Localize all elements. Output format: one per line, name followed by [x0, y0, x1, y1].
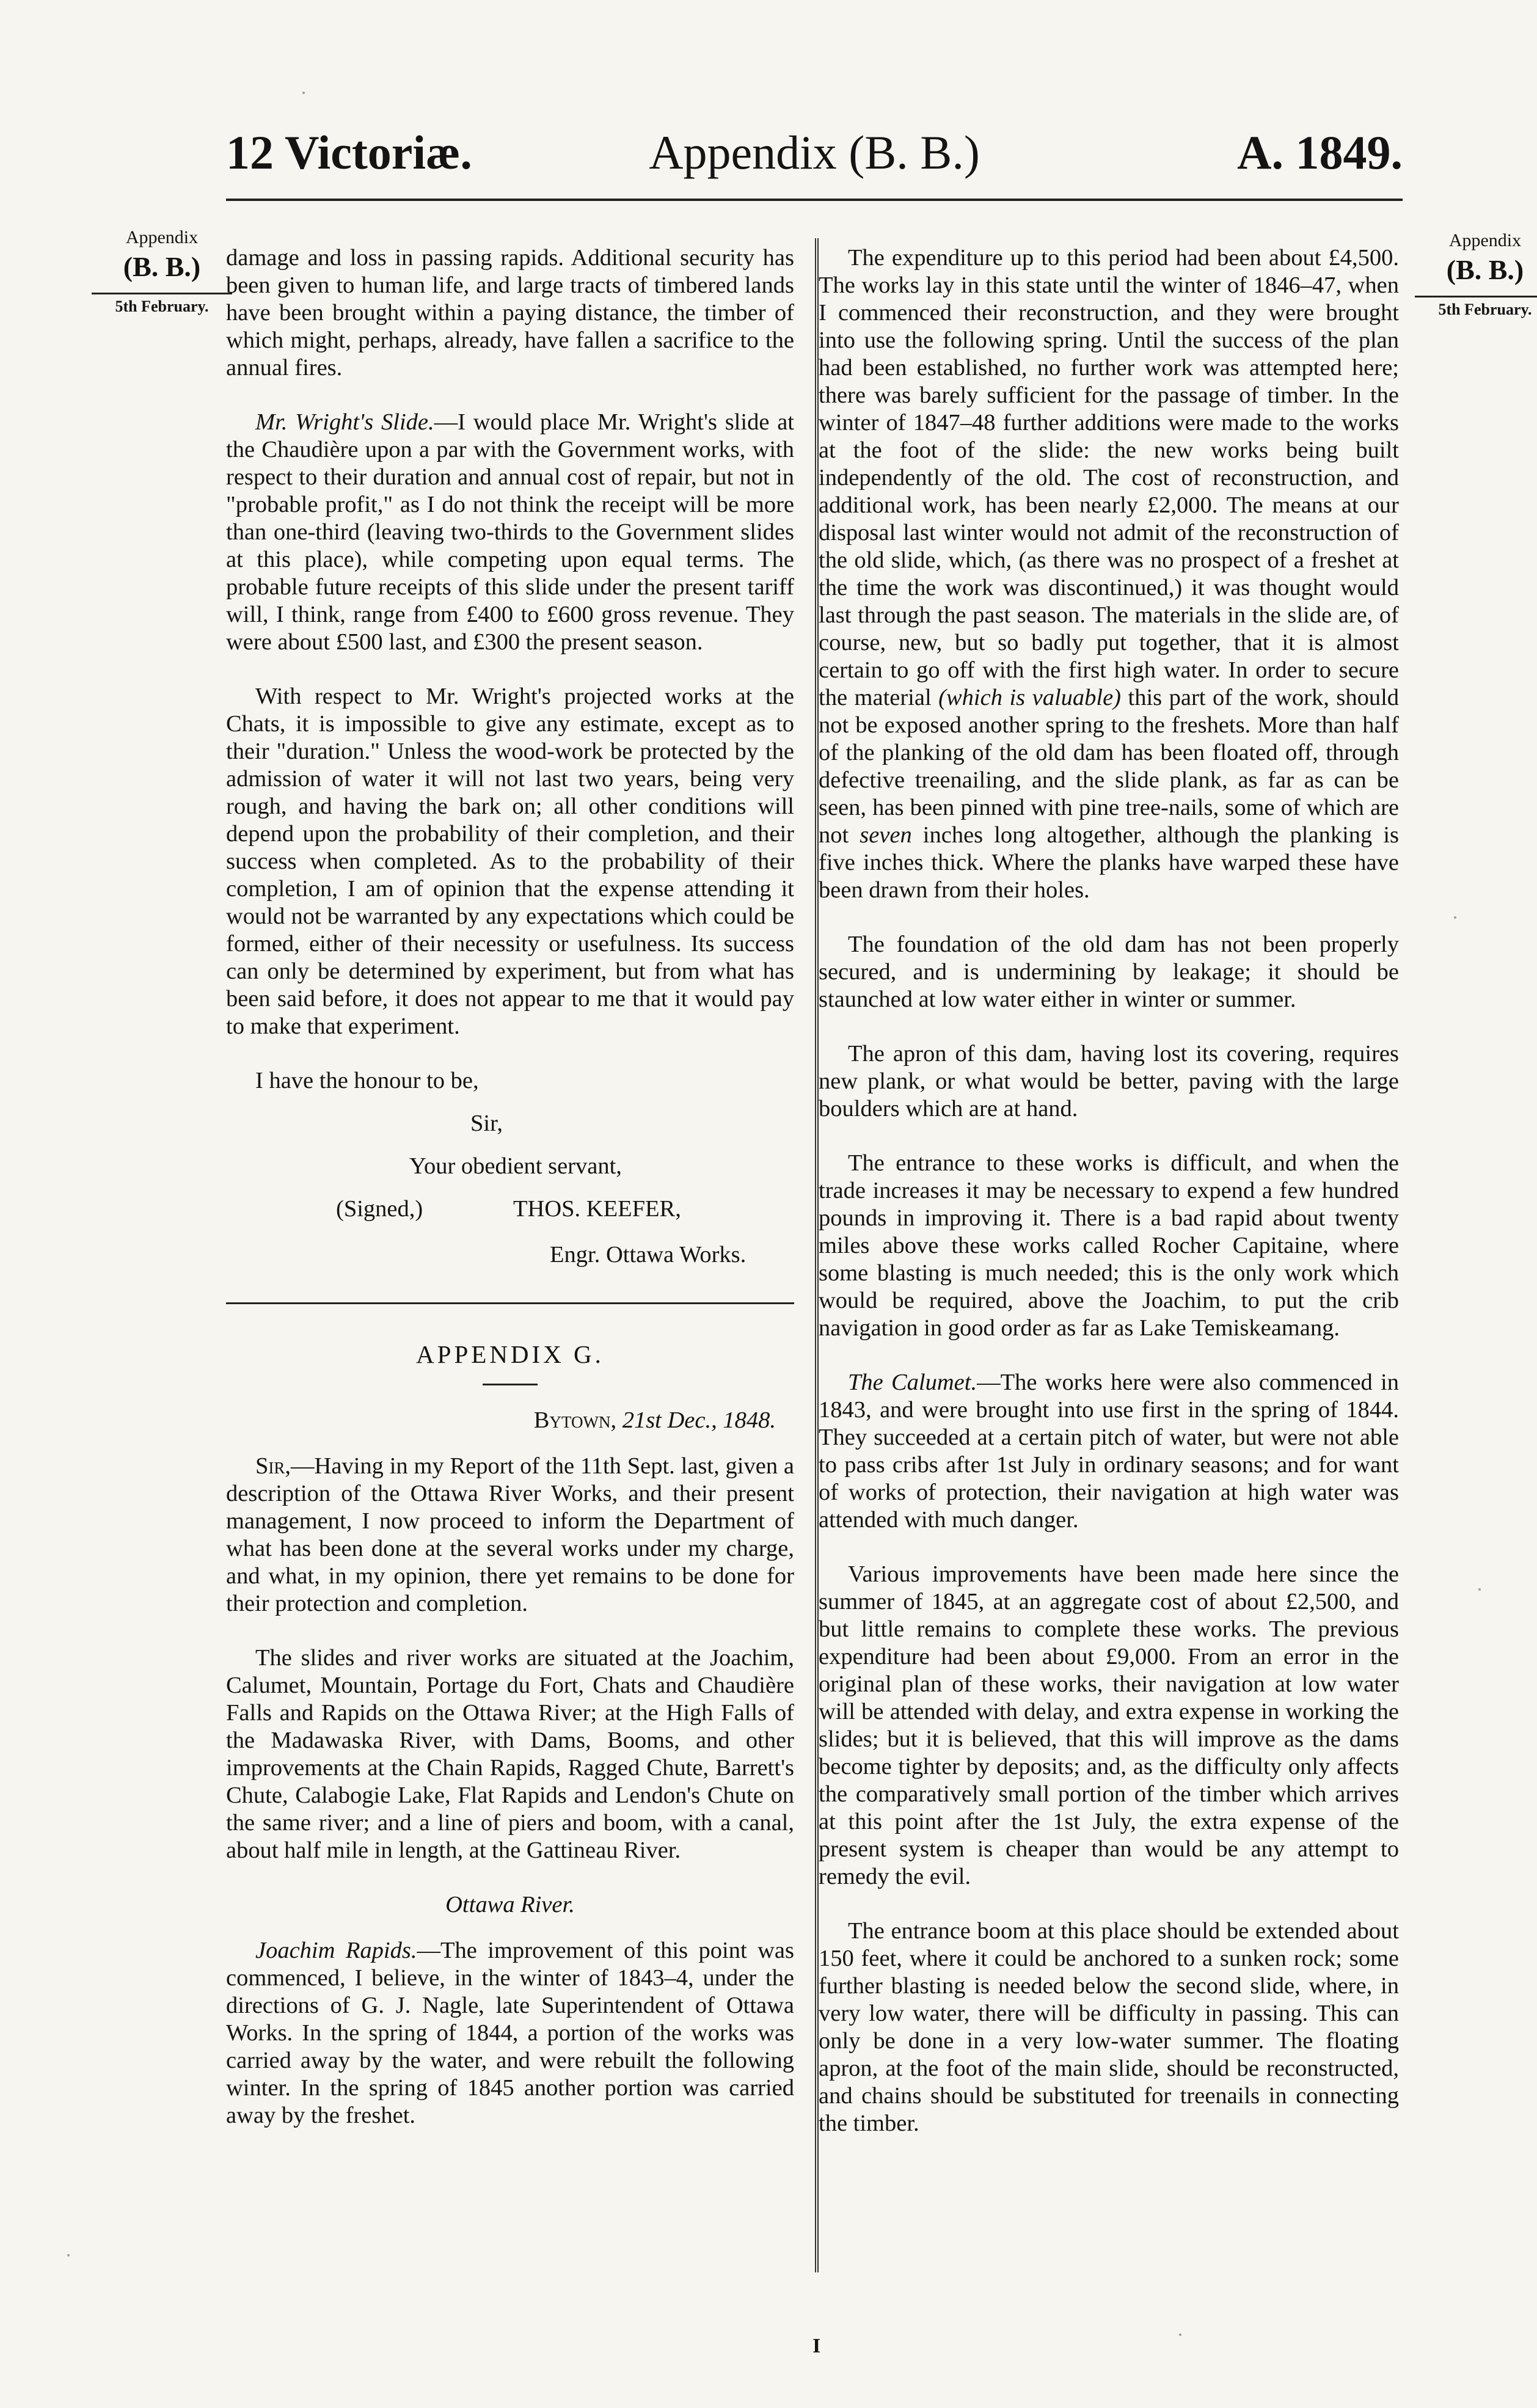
- chats-paragraph: With respect to Mr. Wright's projected works at the Chats, it is impossible to give any estimate, except as to their "duration." Unless the wood-work be protected by the admission of water it will not last two years, being very rough, and having the bark on; all other conditions will depend upon the probability of their completion, and their success when completed. As to the probability of their completion, I am of opinion that the expense attending it would not be warranted by any expectations which could be formed, either of their necessity or usefulness. Its success can only be determined by experiment, but from what has been said before, it does not appear to me that it would pay to make that experiment.: [226, 684, 794, 1039]
- joachim-title: Joachim Rapids.: [255, 1938, 417, 1963]
- dateline-place: Bytown,: [533, 1407, 617, 1433]
- wright-slide-body: —I would place Mr. Wright's slide at the Chaudière upon a par with the Government works, with respect to their duration and annual cost of repair, but not in "probable profit," as I do not think the receipt will be more than one-third (leaving two-thirds to the Government slides at this place), while competing upon equal terms. The probable future receipts of this slide under the present tariff will, I think, range from £400 to £600 gross revenue. They were about £500 last, and £300 the present season.: [226, 409, 794, 655]
- margin-label: Appendix: [1448, 230, 1522, 250]
- speckle-dot: [1179, 2333, 1181, 2336]
- letter-paragraph-1: [226, 1453, 794, 1618]
- apron-paragraph: The apron of this dam, having lost its covering, requires new plank, or what would be better, paving with the large boulders which are at hand.: [819, 1041, 1399, 1122]
- salutation-line: Sir,: [470, 1111, 503, 1136]
- dateline-date: 21st Dec., 1848.: [622, 1407, 776, 1433]
- header-rule: [226, 199, 1403, 201]
- header-year: A. 1849.: [1237, 126, 1403, 179]
- margin-date: 5th February.: [1415, 296, 1537, 320]
- valediction-line: Your obedient servant,: [409, 1153, 622, 1179]
- calumet-paragraph: [819, 1369, 1399, 1534]
- expenditure-paragraph: [819, 244, 1399, 904]
- letter-paragraph-1-body: —Having in my Report of the 11th Sept. last, given a description of the Ottawa River Works, and their present management, I now proceed to inform the Department of what has been done at the several works under my charge, and what, in my opinion, there yet remains to be done for their protection and completion.: [226, 1453, 794, 1616]
- seven-word: seven: [860, 822, 912, 848]
- signature-block: [226, 1067, 794, 1269]
- appendix-title: APPENDIX G.: [416, 1340, 604, 1368]
- entrance-paragraph: The entrance to these works is difficult, and when the trade increases it may be necessary to expend a few hundred pounds in improving it. There is a bad rapid about twenty miles above these works called Rocher Capitaine, where some blasting is much needed; this is the only work which would be required, above the Joachim, to put the crib navigation in good order as far as Lake Temiskeamang.: [819, 1150, 1399, 1341]
- foundation-paragraph: The foundation of the old dam has not been properly secured, and is undermining by leakage; it should be staunched at low water either in winter or summer.: [819, 932, 1399, 1012]
- improvements-paragraph: Various improvements have been made here since the summer of 1845, at an aggregate cost of about £2,500, and but little remains to complete these works. The previous expenditure had been about £9,000. From an error in the original plan of these works, their navigation at low water will be attended with delay, and extra expense in working the slides; but it is believed, that this will improve as the dams become tighter by deposits; and, as the difficulty only affects the comparatively small portion of the timber which arrives at this point after the 1st July, the extra expense of the present system is cheaper than would be any attempt to remedy the evil.: [819, 1561, 1399, 1889]
- expenditure-text-cont: this part of the work, should not be exposed another spring to the freshets. More than half of the planking of the old dam has been floated off, through defective treenailing, and the slide plank, as far as can be seen, has been pinned with pine tree-nails, some of which are not: [819, 685, 1400, 848]
- expenditure-text: The expenditure up to this period had been about £4,500. The works lay in this state until the winter of 1846–47, when I commenced their reconstruction, and they were brought into use the following spring. Until the success of the plan had been established, no further work was attempted here; there was barely sufficient for the passage of timber. In the winter of 1847–48 further additions were made to the works at the foot of the slide: the new works being built independently of the old. The cost of reconstruction, and additional work, has been nearly £2,000. The means at our disposal last winter would not admit of the reconstruction of the old slide, which, (as there was no prospect of a freshet at the time the work was discontinued,) it was thought would last through the past season. The materials in the slide are, of course, new, but so badly put together, that it is almost certain to go off with the first high water. In order to secure the material: [819, 245, 1399, 710]
- margin-date: 5th February.: [92, 293, 232, 317]
- right-column: [819, 244, 1399, 2164]
- wright-slide-paragraph: [226, 409, 794, 656]
- ottawa-river-subhead: Ottawa River.: [445, 1892, 575, 1917]
- calumet-title: The Calumet.: [848, 1370, 977, 1395]
- speckle-dot: [1478, 1588, 1481, 1591]
- calumet-body: —The works here were also commenced in 1843, and were brought into use first in the spring of 1844. They succeeded at a certain pitch of water, but were not able to pass cribs after 1st July in ordinary seasons; and for want of works of protection, their navigation at high water was attended with much danger.: [819, 1370, 1399, 1533]
- running-header: [226, 125, 1403, 180]
- right-margin-note: [1415, 229, 1537, 320]
- header-appendix: Appendix (B. B.): [649, 126, 980, 179]
- title-rule: [483, 1384, 538, 1385]
- joachim-paragraph: [226, 1937, 794, 2129]
- left-column: [226, 244, 794, 2156]
- continuation-paragraph: damage and loss in passing rapids. Additional security has been given to human life, and large tracts of timbered lands have been brought within a paying distance, the timber of which might, perhaps, already, have fallen a sacrifice to the annual fires.: [226, 245, 794, 381]
- dateline: [226, 1407, 794, 1434]
- expenditure-text-end: inches long altogether, although the planking is five inches thick. Where the planks have warped these have been drawn from their holes.: [819, 822, 1400, 903]
- closing-line: I have the honour to be,: [255, 1068, 479, 1093]
- sir-word: Sir,: [255, 1453, 291, 1479]
- left-margin-note: [92, 226, 232, 317]
- joachim-body: —The improvement of this point was commenced, I believe, in the winter of 1843–4, under the directions of G. J. Nagle, late Superintendent of Ottawa Works. In the spring of 1844, a portion of the works was carried away by the water, and were rebuilt the following winter. In the spring of 1845 another portion was carried away by the freshet.: [226, 1938, 795, 2128]
- speckle-dot: [302, 92, 305, 94]
- signer-title: Engr. Ottawa Works.: [550, 1242, 747, 1268]
- page-number: I: [812, 2335, 821, 2357]
- speckle-dot: [1454, 916, 1456, 919]
- boom-paragraph: The entrance boom at this place should be extended about 150 feet, where it could be anchored to a sunken rock; some further blasting is needed below the second slide, where, in very low water, there will be difficulty in passing. This can only be done in a very low-water summer. The floating apron, at the foot of the main slide, should be reconstructed, and chains should be substituted for treenails in connecting the timber.: [819, 1918, 1399, 2136]
- margin-code: (B. B.): [1446, 254, 1524, 285]
- signer-row: [226, 1195, 794, 1226]
- signer-name: THOS. KEEFER,: [513, 1196, 681, 1222]
- letter-paragraph-2: The slides and river works are situated at the Joachim, Calumet, Mountain, Portage du Fort, Chats and Chaudière Falls and Rapids on the Ottawa River; at the High Falls of the Madawaska River, with Dams, Booms, and other improvements at the Chain Rapids, Ragged Chute, Barrett's Chute, Calabogie Lake, Flat Rapids and Lendon's Chute on the same river; and a line of piers and boom, with a canal, about half mile in length, at the Gattineau River.: [226, 1645, 794, 1863]
- header-session: 12 Victoriæ.: [226, 126, 472, 179]
- section-divider: [226, 1302, 794, 1304]
- wright-slide-title: Mr. Wright's Slide.: [255, 409, 434, 435]
- valuable-aside: (which is valuable): [938, 685, 1122, 710]
- margin-code: (B. B.): [123, 250, 201, 282]
- speckle-dot: [67, 2254, 70, 2257]
- margin-label: Appendix: [125, 227, 199, 247]
- signed-mark: (Signed,): [336, 1196, 423, 1222]
